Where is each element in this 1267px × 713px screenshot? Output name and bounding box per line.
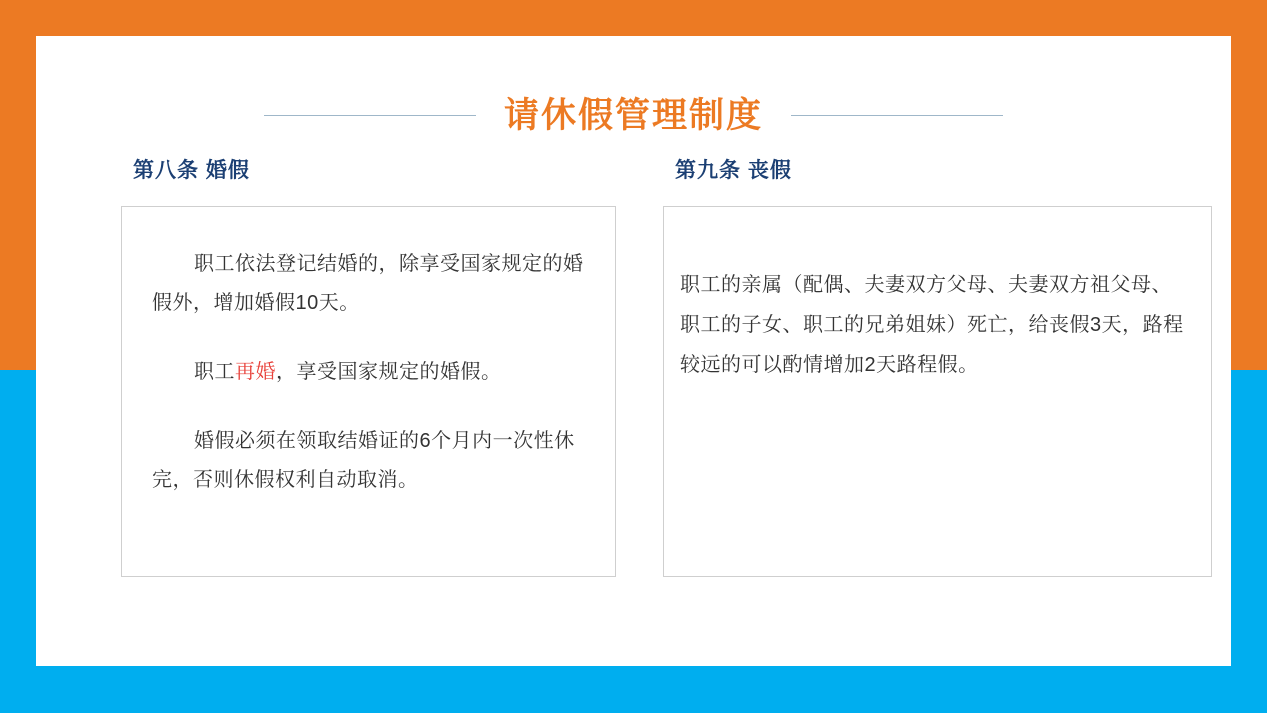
title-rule-right: [791, 115, 1003, 116]
highlighted-text: 再婚: [235, 361, 276, 383]
left-paragraph-2: [152, 353, 585, 392]
left-column: [121, 154, 669, 577]
columns: [36, 154, 1231, 624]
title-row: [36, 88, 1231, 142]
text-segment: 职工的亲属（配偶、夫妻双方父母、夫妻双方祖父母、职工的子女、职工的兄弟姐妹）死亡，给丧假3天，路程较远的可以酌情增加2天路程假。: [680, 274, 1184, 376]
left-paragraph-1: [152, 245, 585, 323]
right-paragraph-1: [680, 265, 1189, 385]
page-title: 请休假管理制度: [503, 95, 763, 135]
content-card: [36, 36, 1231, 666]
text-segment: ，享受国家规定的婚假。: [276, 361, 502, 383]
left-column-text-box: [121, 206, 616, 577]
text-segment: 职工: [194, 361, 235, 383]
title-rule-left: [264, 115, 476, 116]
right-column-text-box: [663, 206, 1212, 577]
left-paragraph-3: [152, 422, 585, 500]
right-column: [663, 154, 1211, 577]
text-segment: 职工依法登记结婚的，除享受国家规定的婚假外，增加婚假10天。: [152, 253, 584, 314]
right-column-heading: 第九条 丧假: [675, 159, 792, 182]
text-segment: 婚假必须在领取结婚证的6个月内一次性休完，否则休假权利自动取消。: [152, 430, 575, 491]
left-column-heading: 第八条 婚假: [133, 159, 250, 182]
